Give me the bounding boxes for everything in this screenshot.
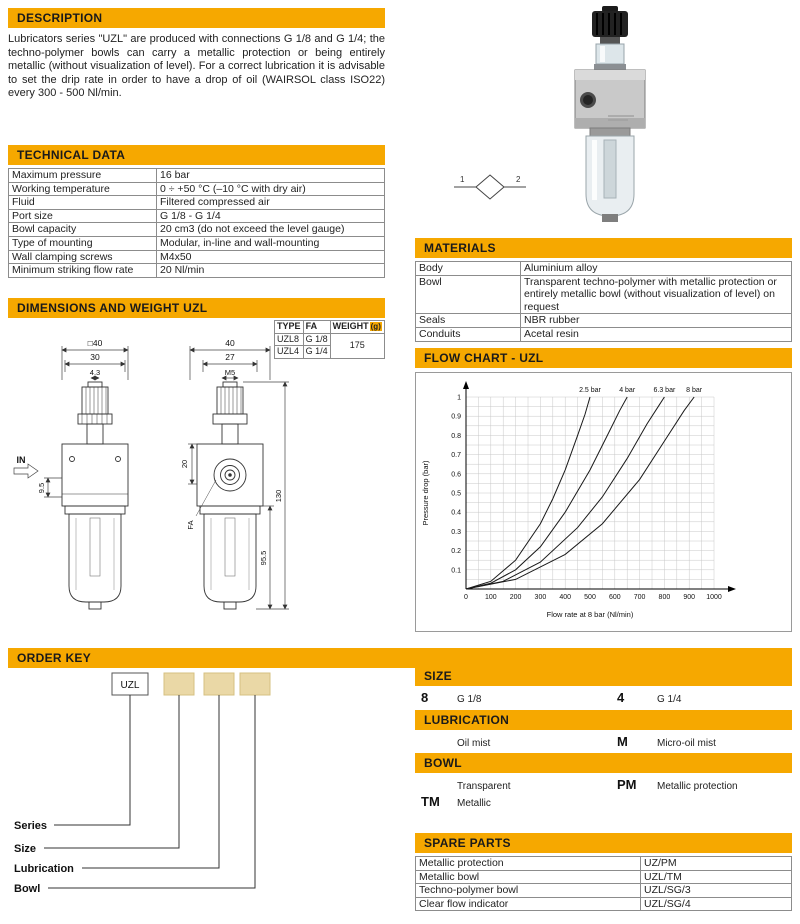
property-label: Maximum pressure [9,169,157,183]
property-value: Filtered compressed air [157,196,385,210]
table-row [416,275,792,314]
lubrication-header: LUBRICATION [415,710,792,730]
property-value: 20 Nl/min [157,264,385,278]
bowl-label-transparent: Transparent [457,781,511,792]
order-key-legend [14,820,74,895]
svg-text:0.2: 0.2 [451,548,461,556]
bowl-section [415,753,792,809]
description-section [8,8,385,101]
svg-text:0.5: 0.5 [451,490,461,498]
size-section [415,666,792,705]
bowl-label-metallic-protection: Metallic protection [657,781,738,792]
lubrication-label-oil-mist: Oil mist [457,738,491,749]
spare-label: Metallic bowl [416,870,641,884]
technical-data-table [8,168,385,278]
body-block [575,70,645,128]
property-value: G 1/8 - G 1/4 [157,209,385,223]
symbol-port2-label: 2 [516,175,521,184]
spare-code: UZL/SG/3 [641,884,792,898]
table-row [9,196,385,210]
material-label: Bowl [416,275,521,314]
bowl-label-metallic: Metallic [457,798,491,809]
table-row [416,884,792,898]
dimensions-header: DIMENSIONS AND WEIGHT UZL [8,298,385,318]
property-value: 20 cm3 (do not exceed the level gauge) [157,223,385,237]
dimensions-drawing [8,318,385,630]
property-label: Minimum striking flow rate [9,264,157,278]
dim-130: 130 [274,489,283,503]
order-blank-box [240,673,270,695]
table-row [9,264,385,278]
bowl-code-tm: TM [421,794,440,809]
table-row [9,223,385,237]
spare-code: UZL/TM [641,870,792,884]
table-row [416,314,792,328]
weight-unit: (g) [370,322,381,331]
legend-size: Size [14,843,37,855]
svg-text:0.1: 0.1 [451,567,461,575]
svg-text:Flow rate at 8 bar (Nl/min): Flow rate at 8 bar (Nl/min) [546,610,634,619]
flow-chart-header: FLOW CHART - UZL [415,348,792,368]
order-blank-box [204,673,234,695]
lubrication-code-m: M [617,734,628,749]
table-row [416,327,792,341]
dimension-lines [14,346,289,609]
technical-data-section [8,145,385,278]
order-key-diagram [8,668,408,918]
order-key-header: ORDER KEY [8,648,792,668]
dimensions-section [8,298,385,634]
bowl-header: BOWL [415,753,792,773]
in-arrow-icon [14,464,38,478]
lubrication-row [415,730,792,749]
pneumatic-symbol [450,168,530,204]
table-row [416,870,792,884]
in-label: IN [16,455,26,465]
spare-code: UZ/PM [641,857,792,871]
legend-lubrication: Lubrication [14,863,74,875]
svg-text:0.9: 0.9 [451,413,461,421]
spare-label: Metallic protection [416,857,641,871]
property-value: M4x50 [157,250,385,264]
order-blank-box [164,673,194,695]
dim-m5: M5 [224,368,236,377]
property-value: 0 ÷ +50 °C (–10 °C with dry air) [157,182,385,196]
dim-20: 20 [180,459,189,469]
dim-27: 27 [225,352,235,362]
svg-text:400: 400 [559,594,572,601]
legend-bowl: Bowl [14,883,41,895]
svg-text:0.8: 0.8 [451,432,461,440]
svg-text:500: 500 [584,594,596,601]
size-label-g14: G 1/4 [657,694,682,705]
dim-40: 40 [225,338,235,348]
svg-text:800: 800 [658,594,671,601]
order-code-text: UZL [120,680,140,691]
lubricator-symbol-icon [450,168,530,204]
dim-square40: □40 [87,338,103,348]
svg-text:0.6: 0.6 [451,471,461,479]
property-value: Modular, in-line and wall-mounting [157,236,385,250]
legend-series: Series [14,820,48,832]
weight-label: WEIGHT [332,321,369,331]
dim-955: 95.5 [259,550,268,566]
spare-parts-section [415,833,792,911]
type-value: UZL8 [275,333,304,346]
flow-chart [416,373,791,631]
dim-43: 4.3 [89,368,101,377]
cap-group [592,6,628,44]
col-header-fa: FA [303,321,330,334]
svg-text:0.4: 0.4 [451,509,461,517]
dim-30: 30 [90,352,100,362]
property-label: Fluid [9,196,157,210]
size-label-g18: G 1/8 [457,694,482,705]
svg-text:600: 600 [608,594,621,601]
table-row [416,857,792,871]
svg-text:200: 200 [509,594,522,601]
table-row [9,169,385,183]
table-row [416,262,792,276]
table-row [416,897,792,911]
svg-text:1000: 1000 [706,594,722,601]
table-row [9,182,385,196]
svg-text:300: 300 [534,594,547,601]
bowl-group [586,128,634,222]
svg-text:2.5 bar: 2.5 bar [579,387,601,394]
right-view [197,382,263,609]
table-row [9,250,385,264]
svg-text:4 bar: 4 bar [619,387,636,394]
property-label: Type of mounting [9,236,157,250]
table-row [9,236,385,250]
materials-table [415,261,792,342]
dim-fa: FA [186,520,195,530]
material-label: Conduits [416,327,521,341]
bowl-row-2 [415,792,792,809]
bowl-row-1 [415,773,792,792]
product-photo [530,4,690,239]
svg-text:8 bar: 8 bar [686,387,703,394]
size-code-4: 4 [617,690,625,705]
material-value: Acetal resin [521,327,792,341]
fa-value: G 1/8 [303,333,330,346]
lubrication-label-micro-oil-mist: Micro-oil mist [657,738,716,749]
svg-text:0: 0 [464,594,468,601]
svg-text:700: 700 [633,594,646,601]
technical-data-header: TECHNICAL DATA [8,145,385,165]
size-row [415,686,792,705]
table-row [9,209,385,223]
col-header-type: TYPE [275,321,304,334]
materials-header: MATERIALS [415,238,792,258]
size-code-8: 8 [421,690,429,705]
flow-chart-section [415,348,792,634]
dim-95: 9.5 [37,482,46,494]
svg-text:100: 100 [484,594,497,601]
sight-dome [594,44,626,70]
svg-text:0.7: 0.7 [451,452,461,460]
spare-parts-table [415,856,792,911]
dimension-labels [17,338,284,565]
symbol-port1-label: 1 [460,175,465,184]
spare-parts-header: SPARE PARTS [415,833,792,853]
property-label: Wall clamping screws [9,250,157,264]
spare-label: Techno-polymer bowl [416,884,641,898]
material-label: Body [416,262,521,276]
left-view [62,382,128,609]
type-value: UZL4 [275,346,304,359]
description-header: DESCRIPTION [8,8,385,28]
fa-value: G 1/4 [303,346,330,359]
material-value: NBR rubber [521,314,792,328]
size-header: SIZE [415,666,792,686]
weight-value: 175 [330,333,384,358]
property-value: 16 bar [157,169,385,183]
property-label: Working temperature [9,182,157,196]
svg-text:6.3 bar: 6.3 bar [653,387,676,394]
order-key-connectors [44,695,255,888]
flow-chart-frame [415,372,792,632]
material-value: Aluminium alloy [521,262,792,276]
lubricator-illustration [530,4,690,239]
property-label: Bowl capacity [9,223,157,237]
spare-code: UZL/SG/4 [641,897,792,911]
svg-text:900: 900 [683,594,696,601]
spare-label: Clear flow indicator [416,897,641,911]
bowl-code-pm: PM [617,777,637,792]
property-label: Port size [9,209,157,223]
svg-text:Pressure drop (bar): Pressure drop (bar) [421,460,430,526]
lubrication-section [415,710,792,749]
materials-section [415,238,792,342]
material-label: Seals [416,314,521,328]
description-text: Lubricators series "UZL" are produced with connections G 1/8 and G 1/4; the techno-polymer bowls can carry a metallic protection or being entirely metallic (without visualization of level). For a correct lubrication it is advisable to set the drip rate in order to have a drop of oil (WAIRSOL class ISO22) every 300 - 500 Nl/min. [8,33,385,99]
svg-text:1: 1 [457,394,461,402]
material-value: Transparent techno-polymer with metallic protection or entirely metallic bowl (without visualization of level) on request [521,275,792,314]
svg-text:0.3: 0.3 [451,528,461,536]
